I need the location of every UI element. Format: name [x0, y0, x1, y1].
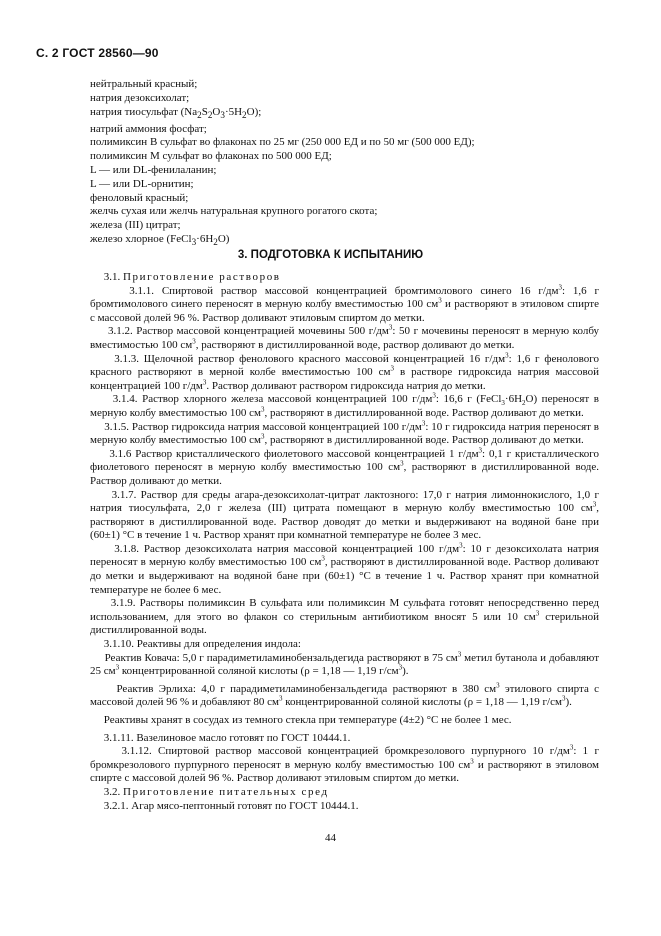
page-number: 44	[325, 832, 336, 844]
paragraph: 3.1.5. Раствор гидроксида натрия массовой концентрацией 100 $г/дм^3$: 10 г гидроксида натрия переносят в мерную колбу вместимостью 100 $см^3$, растворяют в дистиллированной воде. Раствор доливают до метки.	[90, 418, 599, 447]
reagent-item: феноловый красный;	[90, 191, 189, 204]
paragraph: 3.1.1. Спиртовой раствор массовой концентрацией бромтимолового синего 16 $г/дм^3$: 1,6 г бромтимолового синего переносят в мерную колбу вместимостью 100 $см^3$ и растворяют в этиловом спирте с массовой долей 96 %. Раствор доливают этиловым спиртом до метки.	[90, 282, 599, 324]
reagent-item: полимиксин М сульфат во флаконах по 500 000 ЕД;	[90, 150, 332, 163]
paragraph: Реактив Эрлиха: 4,0 г парадиметиламинобензальдегида растворяют в 380 $см^3$ этилового спирта с массовой долей 96 % и добавляют 80 $см^3$ концентрированной соляной кислоты (ρ = 1,18 — 1,19 $г/см^3$).	[90, 681, 600, 709]
reagent-item: натрия дезоксихолат;	[90, 91, 190, 104]
reagent-item: натрий аммония фосфат;	[90, 122, 207, 135]
paragraph: 3.2.1. Агар мясо-пептонный готовят по ГОСТ 10444.1.	[90, 799, 359, 812]
paragraph: 3.1.10. Реактивы для определения индола:	[90, 638, 301, 651]
paragraph: 3.1.11. Вазелиновое масло готовят по ГОСТ 10444.1.	[90, 731, 351, 744]
reagent-item: железо хлорное $(FeCl_3\cdot 6H_2O)$	[90, 232, 230, 248]
paragraph: 3.1.9. Растворы полимиксин В сульфата или полимиксин М сульфата готовят непосредственно перед использованием, для этого во флакон со стерильным антибиотиком вносят 5 или 10 $см^3$ стерильной дистиллированной воды.	[90, 597, 599, 637]
page-header: С. 2 ГОСТ 28560—90	[36, 46, 159, 60]
reagent-item: железа (III) цитрат;	[90, 219, 181, 232]
paragraph: 3.1. Приготовление растворов	[90, 271, 281, 283]
reagent-item: L — или DL-фенилаланин;	[90, 163, 217, 176]
paragraph: 3.1.6 Раствор кристаллического фиолетового массовой концентрацией 1 $г/дм^3$: 0,1 г кристаллического фиолетового переносят в мерную колбу вместимостью 100 $см^3$, растворяют в дистиллированной воде. Раствор доливают до метки.	[90, 446, 599, 487]
section-title: 3. ПОДГОТОВКА К ИСПЫТАНИЮ	[237, 249, 424, 261]
reagent-item: нейтральный красный;	[90, 78, 198, 90]
paragraph: Реактив Ковача: 5,0 г парадиметиламинобензальдегида растворяют в 75 $см^3$ метил бутанола и добавляют 25 $см^3$ концентрированной соляной кислоты (ρ = 1,18 — 1,19 $г/см^3$).	[90, 649, 599, 678]
paragraph: 3.1.3. Щелочной раствор фенолового красного массовой концентрацией 16 $г/дм^3$: 1,6 г фенолового красного растворяют в мерной колбе вместимостью 100 $см^3$ в растворе гидроксида натрия массовой концентрацией 100 $г/дм^3$. Раствор доливают раствором гидроксида натрия до метки.	[90, 350, 599, 392]
section-body	[90, 271, 599, 813]
paragraph: 3.2. Приготовление питательных сред	[90, 785, 329, 798]
reagent-item: полимиксин В сульфат во флаконах по 25 мг (250 000 ЕД и по 50 мг (500 000 ЕД);	[90, 136, 475, 149]
reagent-item: натрия тиосульфат $(Na_2S_2O_3\cdot 5H_2O)$;	[90, 105, 262, 120]
paragraph: Реактивы хранят в сосудах из темного стекла при температуре (4±2) °С не более 1 мес.	[90, 714, 512, 726]
paragraph: 3.1.12. Спиртовой раствор массовой концентрацией бромкрезолового пурпурного 10 $г/дм^3$: 1 г бромкрезолового пурпурного переносят в мерную колбу вместимостью 100 $см^3$ и растворяют в этиловом спирте с массовой долей 96 %. Раствор доливают этиловым спиртом до метки.	[90, 743, 599, 785]
paragraph: 3.1.8. Раствор дезоксихолата натрия массовой концентрацией 100 $г/дм^3$: 10 г дезоксихолата натрия переносят в мерную колбу вместимостью 100 $см^3$, растворяют в дистиллированной воде. Раствор доливают до метки и выдерживают на водяной бане при (60±1) °С в течение 1 ч. Раствор хранят при комнатной температуре не более 6 мес.	[90, 541, 599, 596]
paragraph: 3.1.2. Раствор массовой концентрацией мочевины 500 $г/дм^3$: 50 г мочевины переносят в мерную колбу вместимостью 100 $см^3$, растворяют в дистиллированной воде, раствор доливают до метки.	[90, 323, 599, 351]
paragraph: 3.1.4. Раствор хлорного железа массовой концентрацией 100 $г/дм^3$: 16,6 г $(FeCl_3\cdot 6H_2O)$ переносят в мерную колбу вместимостью 100 $см^3$, растворяют в дистиллированной воде. Раствор доливают до метки.	[90, 391, 599, 419]
reagent-list	[90, 78, 630, 250]
paragraph: 3.1.7. Раствор для среды агара-дезоксихолат-цитрат лактозного: 17,0 г натрия лимоннокислого, 1,0 г натрия тиосульфата, 2,0 г железа (III) цитрата помещают в мерную колбу вместимостью 100 $см^3$, растворяют в дистиллированной воде. Раствор доводят до метки и выдерживают на водяной бане при (60±1) °С в течение 1 ч. Раствор хранят при комнатной температуре не более 3 мес.	[90, 488, 599, 542]
reagent-item: желчь сухая или желчь натуральная крупного рогатого скота;	[90, 205, 378, 218]
reagent-item: L — или DL-орнитин;	[90, 177, 194, 190]
